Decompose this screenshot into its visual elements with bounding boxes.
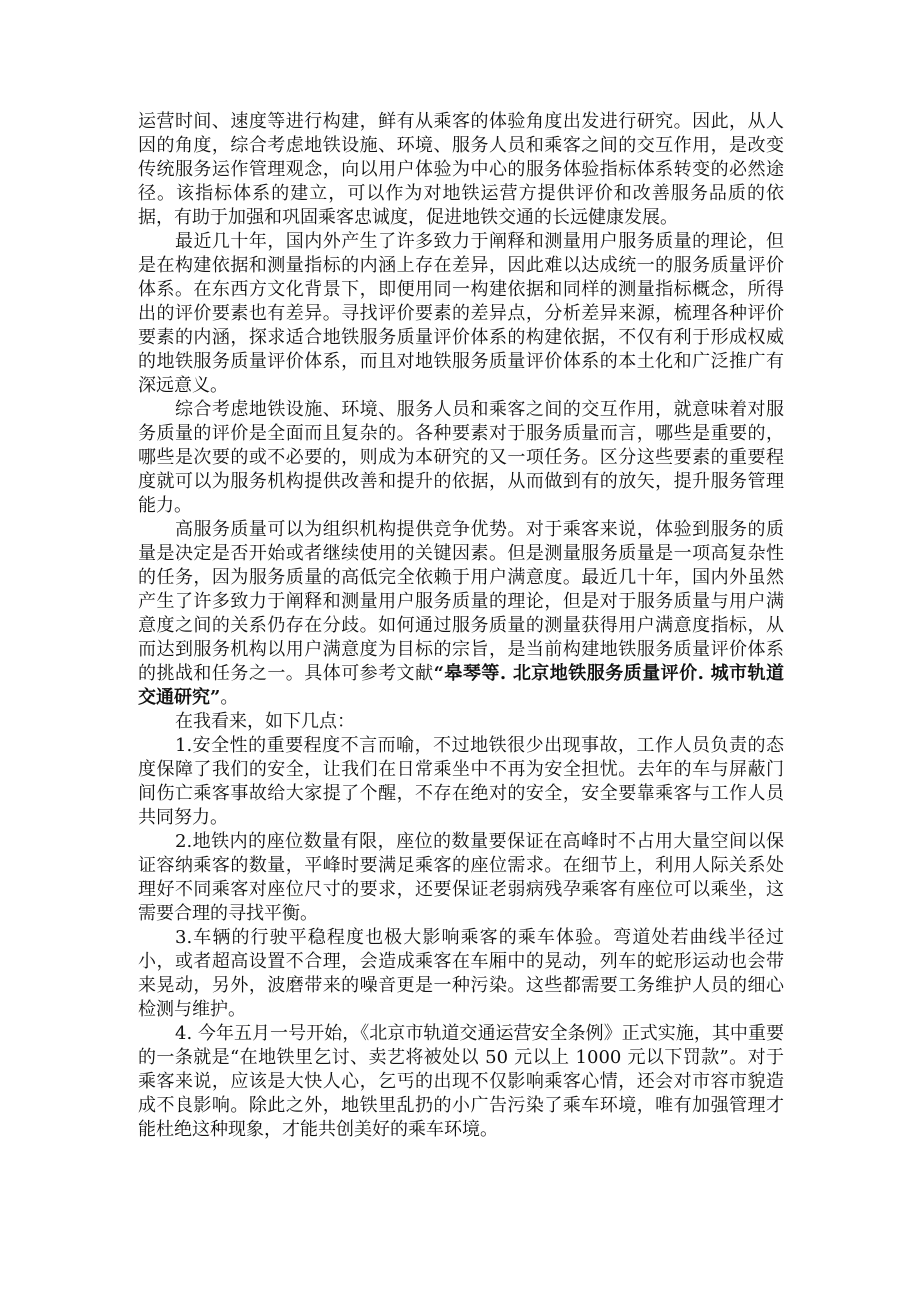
paragraph-1: 运营时间、速度等进行构建，鲜有从乘客的体验角度出发进行研究。因此，从人因的角度，综合考虑地铁设施、环境、服务人员和乘客之间的交互作用，是改变传统服务运作管理观念，向以用户体验为中心的服务体验指标体系转变的必然途径。该指标体系的建立，可以作为对地铁运营方提供评价和改善服务品质的依据，有助于加强和巩固乘客忠诚度，促进地铁交通的长远健康发展。 — [138, 111, 784, 228]
reference-citation: “皋琴等. 北京地铁服务质量评价. 城市轨道交通研究” — [138, 663, 784, 708]
list-item-1: 1.安全性的重要程度不言而喻，不过地铁很少出现事故，工作人员负责的态度保障了我们的安全，让我们在日常乘坐中不再为安全担忧。去年的车与屏蔽门间伤亡乘客事故给大家提了个醒，不存在绝对的安全，安全要靠乘客与工作人员共同努力。 — [138, 735, 784, 828]
paragraph-3: 综合考虑地铁设施、环境、服务人员和乘客之间的交互作用，就意味着对服务质量的评价是全面而且复杂的。各种要素对于服务质量而言，哪些是重要的，哪些是次要的或不必要的，则成为本研究的又一项任务。区分这些要素的重要程度就可以为服务机构提供改善和提升的依据，从而做到有的放矢，提升服务管理能力。 — [138, 399, 784, 516]
paragraph-5: 在我看来，如下几点： — [175, 711, 355, 732]
document-page — [138, 110, 784, 1142]
paragraph-4-end: 。 — [220, 687, 239, 708]
paragraph-2: 最近几十年，国内外产生了许多致力于阐释和测量用户服务质量的理论，但是在构建依据和测量指标的内涵上存在差异，因此难以达成统一的服务质量评价体系。在东西方文化背景下，即便用同一构建依据和同样的测量指标概念，所得出的评价要素也有差异。寻找评价要素的差异点，分析差异来源，梳理各种评价要素的内涵，探求适合地铁服务质量评价体系的构建依据，不仅有利于形成权威的地铁服务质量评价体系，而且对地铁服务质量评价体系的本土化和广泛推广有深远意义。 — [138, 231, 784, 396]
list-item-2: 2.地铁内的座位数量有限，座位的数量要保证在高峰时不占用大量空间以保证容纳乘客的数量，平峰时要满足乘客的座位需求。在细节上，利用人际关系处理好不同乘客对座位尺寸的要求，还要保证老弱病残孕乘客有座位可以乘坐，这需要合理的寻找平衡。 — [138, 831, 784, 924]
paragraph-4 — [138, 518, 784, 710]
list-item-3: 3.车辆的行驶平稳程度也极大影响乘客的乘车体验。弯道处若曲线半径过小，或者超高设置不合理，会造成乘客在车厢中的晃动，列车的蛇形运动也会带来晃动，另外，波磨带来的噪音更是一种污染。这些都需要工务维护人员的细心检测与维护。 — [138, 927, 784, 1020]
list-item-4: 4. 今年五月一号开始，《北京市轨道交通运营安全条例》正式实施，其中重要的一条就是“在地铁里乞讨、卖艺将被处以 50 元以上 1000 元以下罚款”。对于乘客来说，应该是大快人心，乞丐的出现不仅影响乘客心情，还会对市容市貌造成不良影响。除此之外，地铁里乱扔的小广告污染了乘车环境，唯有加强管理才能杜绝这种现象，才能共创美好的乘车环境。 — [138, 1023, 784, 1140]
paragraph-4-text: 高服务质量可以为组织机构提供竞争优势。对于乘客来说，体验到服务的质量是决定是否开始或者继续使用的关键因素。但是测量服务质量是一项高复杂性的任务，因为服务质量的高低完全依赖于用户满意度。最近几十年，国内外虽然产生了许多致力于阐释和测量用户服务质量的理论，但是对于服务质量与用户满意度之间的关系仍存在分歧。如何通过服务质量的测量获得用户满意度指标，从而达到服务机构以用户满意度为目标的宗旨，是当前构建地铁服务质量评价体系的挑战和任务之一。具体可参考文献 — [138, 519, 784, 684]
